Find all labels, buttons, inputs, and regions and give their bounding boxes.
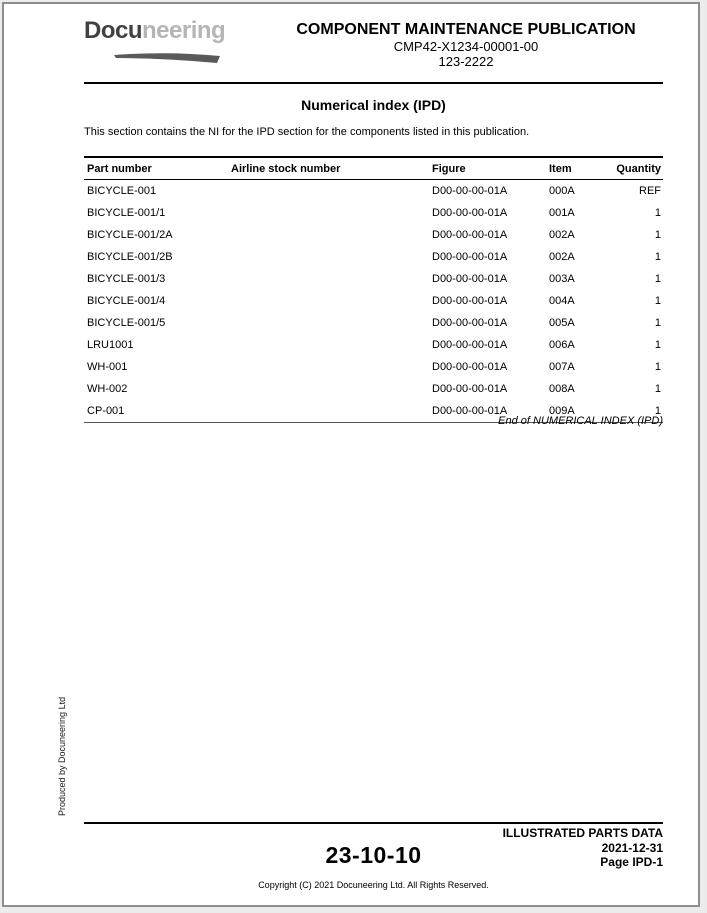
table-row bbox=[84, 202, 663, 224]
footer-page-number: Page IPD-1 bbox=[600, 855, 663, 869]
cell-part-number: BICYCLE-001/2A bbox=[87, 229, 173, 241]
cell-part-number: LRU1001 bbox=[87, 339, 134, 351]
cell-airline-stock-number bbox=[228, 246, 429, 268]
cell-part-number: BICYCLE-001/4 bbox=[87, 295, 166, 307]
cell-quantity: 1 bbox=[654, 339, 661, 351]
cell-figure: D00-00-00-01A bbox=[432, 185, 508, 197]
cell-item: 001A bbox=[549, 207, 575, 219]
cell-figure: D00-00-00-01A bbox=[432, 251, 508, 263]
cell-item: 008A bbox=[549, 383, 575, 395]
cell-quantity: 1 bbox=[654, 251, 661, 263]
column-header-part-number: Part number bbox=[87, 163, 152, 175]
column-header-airline-stock-number: Airline stock number bbox=[231, 163, 341, 175]
cell-figure: D00-00-00-01A bbox=[432, 207, 508, 219]
document-code: 123-2222 bbox=[438, 54, 494, 69]
cell-quantity: 1 bbox=[654, 207, 661, 219]
table-row bbox=[84, 356, 663, 378]
cell-item: 003A bbox=[549, 273, 575, 285]
cell-quantity: 1 bbox=[654, 405, 661, 417]
table-row bbox=[84, 378, 663, 400]
cell-part-number: BICYCLE-001/3 bbox=[87, 273, 166, 285]
section-intro: This section contains the NI for the IPD section for the components listed in this publication. bbox=[84, 126, 530, 138]
footer-date: 2021-12-31 bbox=[601, 840, 663, 855]
cell-part-number: CP-001 bbox=[87, 405, 125, 417]
column-header-quantity: Quantity bbox=[616, 163, 661, 175]
cell-item: 004A bbox=[549, 295, 575, 307]
cell-part-number: WH-001 bbox=[87, 361, 128, 373]
document-number: CMP42-X1234-00001-00 bbox=[393, 39, 539, 54]
cell-airline-stock-number bbox=[228, 356, 429, 378]
cell-airline-stock-number bbox=[228, 180, 429, 203]
cell-part-number: BICYCLE-001/1 bbox=[87, 207, 166, 219]
cell-part-number: WH-002 bbox=[87, 383, 128, 395]
column-header-figure: Figure bbox=[432, 163, 466, 175]
footer-divider bbox=[84, 822, 663, 824]
cell-figure: D00-00-00-01A bbox=[432, 317, 508, 329]
cell-airline-stock-number bbox=[228, 378, 429, 400]
publication-title: COMPONENT MAINTENANCE PUBLICATION bbox=[296, 21, 636, 38]
cell-quantity: 1 bbox=[654, 229, 661, 241]
cell-quantity: 1 bbox=[654, 317, 661, 329]
table-row bbox=[84, 334, 663, 356]
cell-quantity: 1 bbox=[654, 273, 661, 285]
cell-airline-stock-number bbox=[228, 268, 429, 290]
logo-wordmark bbox=[84, 18, 254, 44]
cell-item: 007A bbox=[549, 361, 575, 373]
cell-item: 006A bbox=[549, 339, 575, 351]
logo-swoosh-icon bbox=[114, 50, 224, 64]
cell-airline-stock-number bbox=[228, 224, 429, 246]
table-row bbox=[84, 268, 663, 290]
document-page bbox=[2, 2, 700, 907]
cell-airline-stock-number bbox=[228, 290, 429, 312]
logo-wordmark-dark: Docu bbox=[84, 17, 142, 44]
section-title: Numerical index (IPD) bbox=[301, 97, 446, 113]
cell-airline-stock-number bbox=[228, 334, 429, 356]
cell-airline-stock-number bbox=[228, 312, 429, 334]
cell-airline-stock-number bbox=[228, 202, 429, 224]
table-header-row bbox=[84, 157, 663, 180]
cell-figure: D00-00-00-01A bbox=[432, 405, 508, 417]
cell-item: 000A bbox=[549, 185, 575, 197]
table-row bbox=[84, 224, 663, 246]
cell-part-number: BICYCLE-001/5 bbox=[87, 317, 166, 329]
cell-item: 009A bbox=[549, 405, 575, 417]
cell-part-number: BICYCLE-001 bbox=[87, 185, 157, 197]
cell-quantity: 1 bbox=[654, 361, 661, 373]
cell-figure: D00-00-00-01A bbox=[432, 361, 508, 373]
cell-quantity: 1 bbox=[654, 383, 661, 395]
table-row bbox=[84, 246, 663, 268]
cell-part-number: BICYCLE-001/2B bbox=[87, 251, 173, 263]
logo-wordmark-light: neering bbox=[142, 17, 226, 44]
footer-section-code: 23-10-10 bbox=[325, 842, 422, 868]
cell-figure: D00-00-00-01A bbox=[432, 383, 508, 395]
header-divider bbox=[84, 82, 663, 84]
cell-quantity: 1 bbox=[654, 295, 661, 307]
copyright-notice: Copyright (C) 2021 Docuneering Ltd. All Rights Reserved. bbox=[258, 880, 489, 890]
footer-doc-type: ILLUSTRATED PARTS DATA bbox=[502, 826, 663, 840]
column-header-item: Item bbox=[549, 163, 572, 175]
cell-figure: D00-00-00-01A bbox=[432, 273, 508, 285]
cell-figure: D00-00-00-01A bbox=[432, 295, 508, 307]
cell-figure: D00-00-00-01A bbox=[432, 229, 508, 241]
docuneering-logo bbox=[84, 18, 254, 72]
header-block bbox=[270, 20, 662, 69]
table-row bbox=[84, 180, 663, 203]
end-of-section-note: End of NUMERICAL INDEX (IPD) bbox=[498, 415, 663, 427]
cell-item: 002A bbox=[549, 251, 575, 263]
table-row bbox=[84, 290, 663, 312]
cell-item: 005A bbox=[549, 317, 575, 329]
numerical-index-table bbox=[84, 156, 663, 423]
produced-by-note: Produced by Docuneering Ltd bbox=[57, 696, 67, 816]
table-row bbox=[84, 312, 663, 334]
cell-quantity: REF bbox=[639, 185, 661, 197]
cell-item: 002A bbox=[549, 229, 575, 241]
cell-figure: D00-00-00-01A bbox=[432, 339, 508, 351]
